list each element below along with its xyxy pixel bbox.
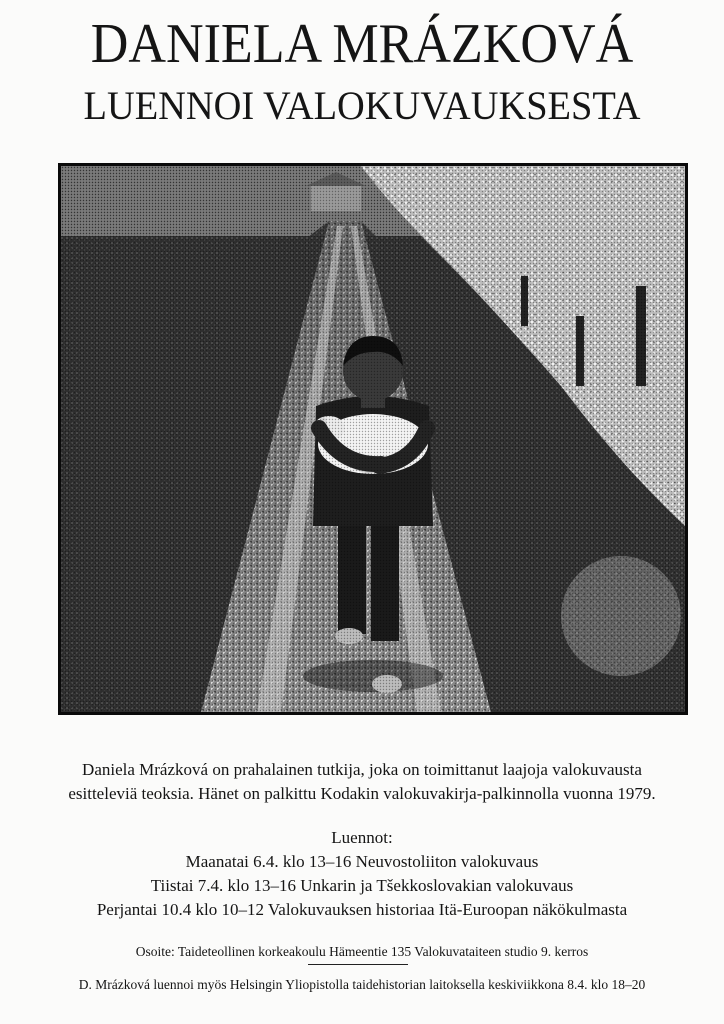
lecture-item: Perjantai 10.4 klo 10–12 Valokuvauksen historiaa Itä-Euroopan näkökulmasta bbox=[96, 900, 628, 919]
additional-lecture-note: D. Mrázková luennoi myös Helsingin Yliopistolla taidehistorian laitoksella keskiviikkona 8.4. klo 18–20 bbox=[78, 977, 646, 992]
bio-line: esitteleviä teoksia. Hänet on palkittu Kodakin valokuvakirja-palkinnolla vuonna 1979. bbox=[68, 784, 656, 803]
photo-illustration bbox=[61, 166, 685, 712]
lectures-heading: Luennot: bbox=[331, 828, 393, 847]
lecture-item: Tiistai 7.4. klo 13–16 Unkarin ja Tšekkoslovakian valokuvaus bbox=[150, 876, 574, 895]
lecture-list bbox=[0, 850, 724, 922]
poster-subtitle: LUENNOI VALOKUVAUKSESTA bbox=[83, 83, 641, 128]
divider bbox=[308, 964, 408, 965]
lecture-item: Maanatai 6.4. klo 13–16 Neuvostoliiton valokuvaus bbox=[185, 852, 539, 871]
bio-line: Daniela Mrázková on prahalainen tutkija, joka on toimittanut laajoja valokuvausta bbox=[82, 760, 642, 779]
venue-address: Osoite: Taideteollinen korkeakoulu Hämeentie 135 Valokuvataiteen studio 9. kerros bbox=[135, 944, 589, 959]
child-with-lamb-photo bbox=[58, 163, 688, 715]
poster-title: DANIELA MRÁZKOVÁ bbox=[90, 13, 634, 75]
biography bbox=[30, 758, 694, 806]
